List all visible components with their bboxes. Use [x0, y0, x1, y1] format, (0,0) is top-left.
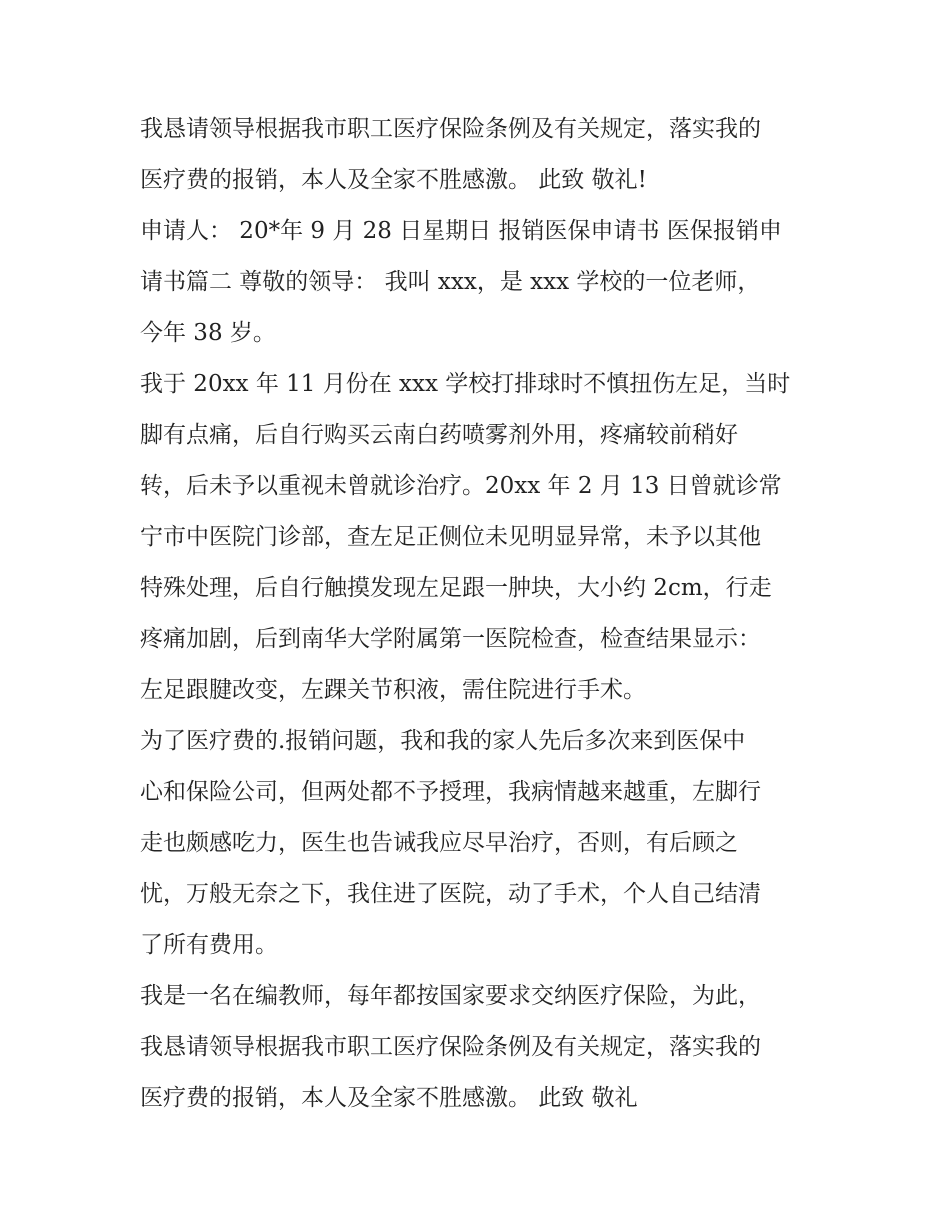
text-line: 特殊处理，后自行触摸发现左足跟一肿块，大小约 2cm，行走	[140, 575, 772, 601]
text-line: 医疗费的报销，本人及全家不胜感激。 此致 敬礼	[140, 1085, 638, 1111]
text-line: 我恳请领导根据我市职工医疗保险条例及有关规定，落实我的	[140, 116, 761, 142]
text-line: 申请人： 20*年 9 月 28 日星期日 报销医保申请书 医保报销申	[140, 218, 782, 244]
text-line: 了所有费用。	[140, 932, 278, 958]
text-line: 我恳请领导根据我市职工医疗保险条例及有关规定，落实我的	[140, 1034, 761, 1060]
text-line: 我是一名在编教师，每年都按国家要求交纳医疗保险，为此，	[140, 983, 761, 1009]
text-line: 心和保险公司，但两处都不予授理，我病情越来越重，左脚行	[140, 779, 761, 805]
text-line: 走也颇感吃力，医生也告诫我应尽早治疗，否则，有后顾之	[140, 830, 738, 856]
text-line: 为了医疗费的.报销问题，我和我的家人先后多次来到医保中	[140, 728, 746, 754]
document-body	[140, 104, 820, 1124]
text-line: 医疗费的报销，本人及全家不胜感激。 此致 敬礼!	[140, 167, 647, 193]
text-line: 脚有点痛，后自行购买云南白药喷雾剂外用，疼痛较前稍好	[140, 422, 738, 448]
text-line: 今年 38 岁。	[140, 320, 276, 346]
text-line: 左足跟腱改变，左踝关节积液，需住院进行手术。	[140, 677, 646, 703]
text-line: 我于 20xx 年 11 月份在 xxx 学校打排球时不慎扭伤左足，当时	[140, 371, 791, 397]
text-line: 转，后未予以重视未曾就诊治疗。20xx 年 2 月 13 日曾就诊常	[140, 473, 782, 499]
text-line: 疼痛加剧，后到南华大学附属第一医院检查，检查结果显示：	[140, 626, 761, 652]
text-line: 宁市中医院门诊部，查左足正侧位未见明显异常，未予以其他	[140, 524, 761, 550]
text-line: 忧，万般无奈之下，我住进了医院，动了手术，个人自己结清	[140, 881, 761, 907]
text-line: 请书篇二 尊敬的领导： 我叫 xxx，是 xxx 学校的一位老师，	[140, 269, 761, 295]
